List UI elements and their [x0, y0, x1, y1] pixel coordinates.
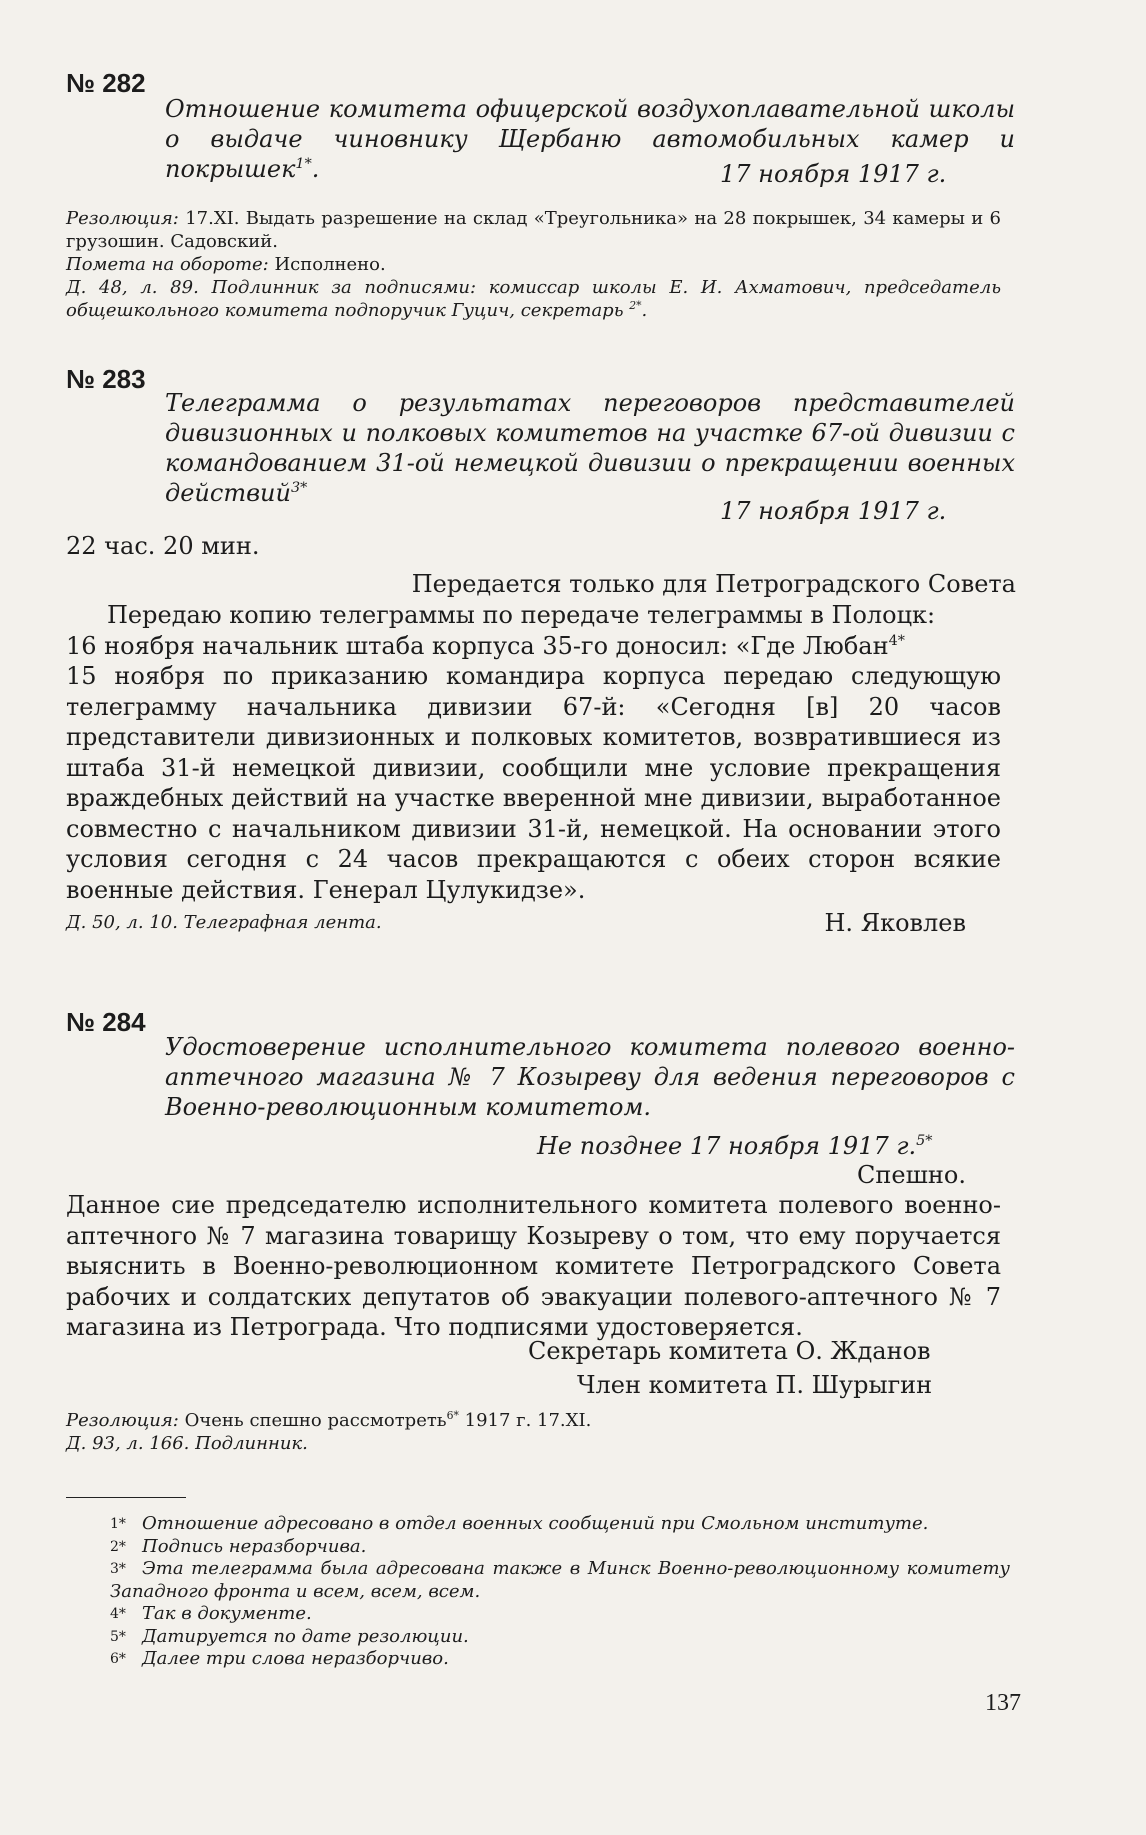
doc-282-date: 17 ноября 1917 г.: [720, 160, 947, 188]
doc-283-addressee: Передается только для Петроградского Совета: [411, 570, 1016, 598]
doc-284-text: Данное сие председателю исполнительного комитета полевого военно-аптечного № 7 магазина товарищу Козыреву о том, что ему поручается выяснить в Военно-революционном комитете Петроградского Совета рабочих и солдатских депутатов об эвакуации полевого-аптечного № 7 магазина из Петрограда. Что подписями удостоверяется.: [66, 1191, 1001, 1341]
footnote: 5* Датируется по дате резолюции.: [110, 1625, 469, 1647]
doc-282-title: Отношение комитета офицерской воздухоплавательной школы о выдаче чиновнику Щербаню автомобильных камер и покрышек$^{1*}$.: [165, 95, 1015, 183]
doc-284-date: Не позднее 17 ноября 1917 г.$^{5*}$: [537, 1132, 933, 1160]
doc-282-source: Д. 48, л. 89. Подлинник за подписями: комиссар школы Е. И. Ахматович, председатель общешкольного комитета подпоручик Гуцич, секретарь $^{2*}$.: [66, 277, 1001, 321]
doc-284-resolution: Резолюция: Очень спешно рассмотреть$^{6*}$ 1917 г. 17.XI.: [66, 1409, 592, 1431]
doc-284-title: Удостоверение исполнительного комитета полевого военно-аптечного магазина № 7 Козыреву для ведения переговоров с Военно-революционным комитетом.: [165, 1033, 1015, 1121]
doc-283-text: Передаю копию телеграммы по передаче телеграммы в Полоцк: 16 ноября начальник штаба корпуса 35-го доносил: «Где Любан$^{4*}$ 15 ноября по приказанию командира корпуса передаю следующую телеграмму начальника дивизии 67-й: «Сегодня [в] 20 часов представители дивизионных и полковых комитетов, возвратившиеся из штаба 31-й немецкой дивизии, сообщили мне условие прекращения враждебных действий на участке вверенной мне дивизии, выработанное совместно с начальником дивизии 31-й, немецкой. На основании этого условия сегодня с 24 часов прекращаются с обеих сторон всякие военные действия. Генерал Цулукидзе».: [66, 601, 1001, 904]
doc-284-number: № 284: [66, 1007, 146, 1037]
footnote: 4* Так в документе.: [110, 1603, 312, 1624]
doc-284-urgency: Спешно.: [857, 1161, 966, 1189]
page-number: 137: [985, 1690, 1021, 1716]
doc-283-source: Д. 50, л. 10. Телеграфная лента.: [66, 912, 382, 933]
doc-284-signature-secretary: Секретарь комитета О. Жданов: [528, 1337, 931, 1365]
doc-283-signature: Н. Яковлев: [824, 909, 966, 937]
doc-282-reverse-note: Помета на обороте: Исполнено.: [66, 254, 386, 275]
doc-282-resolution: Резолюция: 17.XI. Выдать разрешение на склад «Треугольника» на 28 покрышек, 34 камеры и 6 грузошин. Садовский.: [66, 208, 1001, 252]
doc-283-time: 22 час. 20 мин.: [66, 532, 260, 560]
doc-283-number: № 283: [66, 364, 146, 394]
footnote: 2* Подпись неразборчива.: [110, 1535, 367, 1557]
footnote: 3* Эта телеграмма была адресована также в Минск Военно-революционному комитету Западного фронта и всем, всем, всем.: [110, 1558, 1010, 1602]
doc-283-date: 17 ноября 1917 г.: [720, 497, 947, 525]
doc-282-number: № 282: [66, 68, 146, 98]
footnote: 6* Далее три слова неразборчиво.: [110, 1648, 449, 1669]
doc-283-title: Телеграмма о результатах переговоров представителей дивизионных и полковых комитетов на участке 67-ой дивизии с командованием 31-ой немецкой дивизии о прекращении военных действий$^{3*}$: [165, 389, 1015, 507]
footnote: 1* Отношение адресовано в отдел военных сообщений при Смольном институте.: [110, 1513, 929, 1534]
footnote-divider: [66, 1497, 186, 1498]
doc-284-signature-member: Член комитета П. Шурыгин: [577, 1371, 933, 1399]
footnotes: [110, 1513, 1010, 1671]
doc-284-source: Д. 93, л. 166. Подлинник.: [66, 1433, 308, 1454]
